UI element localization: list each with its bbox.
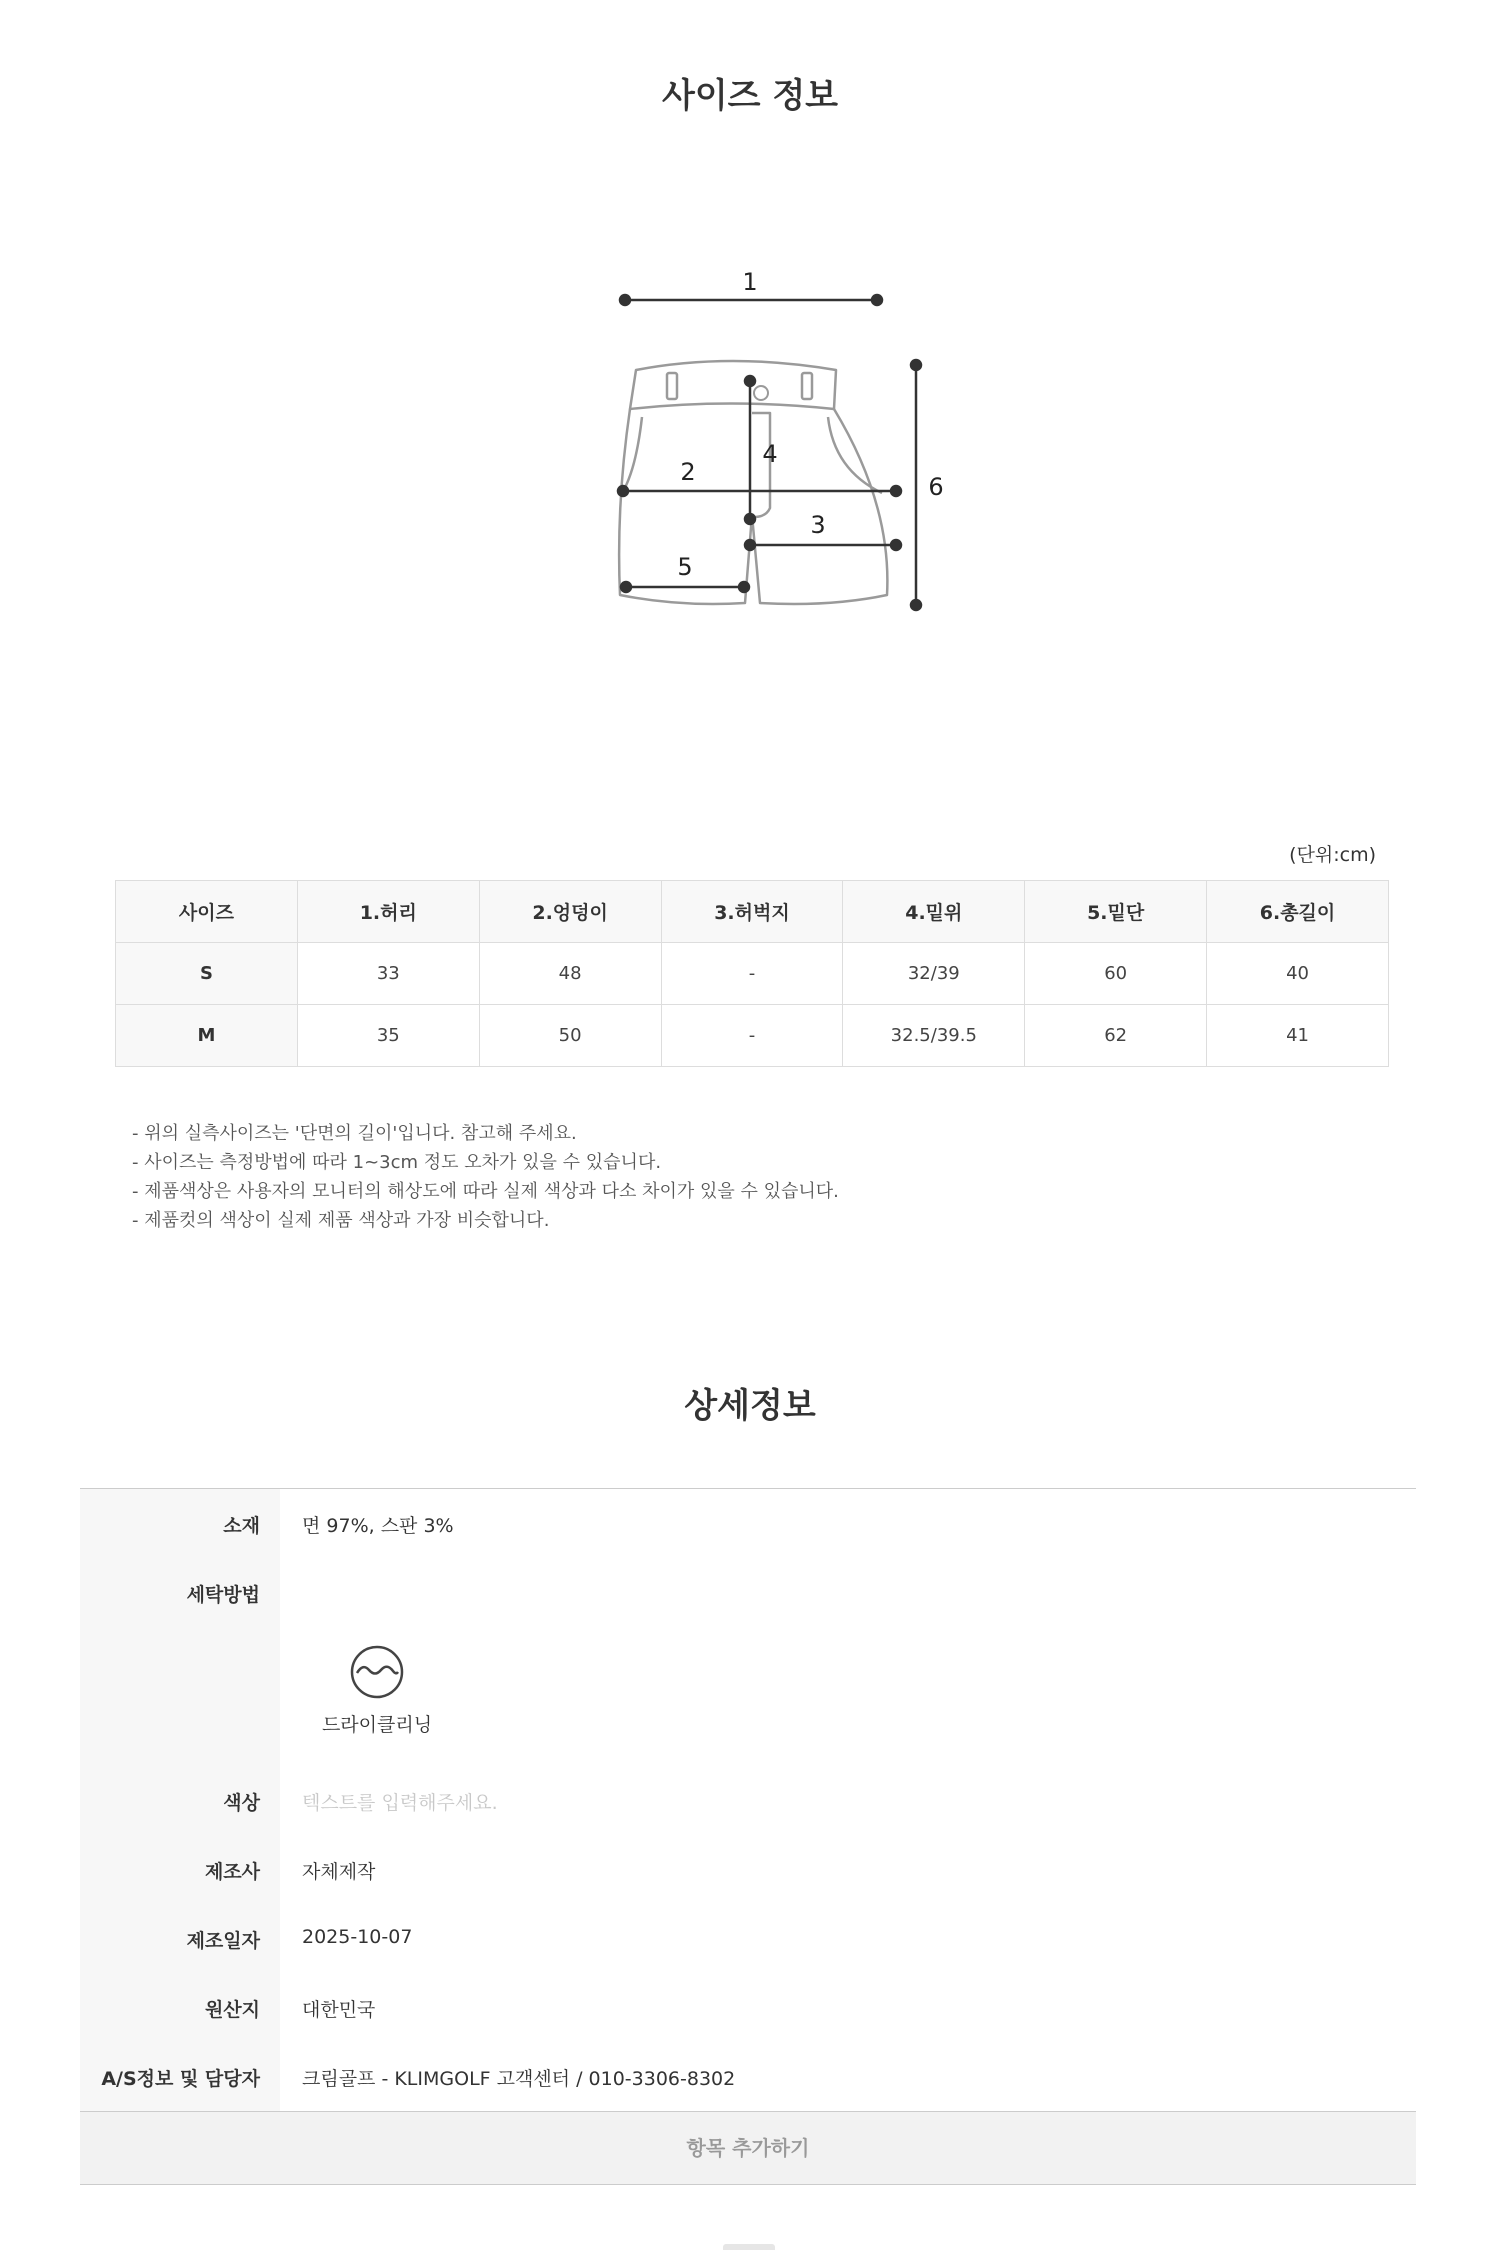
table-row (116, 1005, 1389, 1067)
table-header: 2.엉덩이 (479, 881, 661, 943)
detail-row-as (80, 2042, 1416, 2111)
table-cell: 60 (1025, 943, 1207, 1005)
detail-row-date (80, 1904, 1416, 1973)
detail-value: 2025-10-07 (302, 1926, 413, 1948)
table-cell: 33 (297, 943, 479, 1005)
washing-method-label: 드라이클리닝 (321, 1714, 433, 1736)
table-cell: 35 (297, 1005, 479, 1067)
diagram-label-rise: 4 (762, 440, 778, 468)
detail-label: 세탁방법 (80, 1558, 280, 1766)
unit-label: (단위:cm) (1289, 844, 1376, 866)
note-item: - 위의 실측사이즈는 '단면의 길이'입니다. 참고해 주세요. (132, 1123, 577, 1144)
table-header: 6.총길이 (1207, 881, 1389, 943)
detail-value: 크림골프 - KLIMGOLF 고객센터 / 010-3306-8302 (302, 2068, 736, 2090)
diagram-label-hip: 2 (680, 458, 696, 486)
size-notes (132, 1119, 839, 1235)
table-cell: 40 (1207, 943, 1389, 1005)
table-header: 4.밑위 (843, 881, 1025, 943)
color-input-placeholder[interactable]: 텍스트를 입력해주세요. (302, 1792, 498, 1814)
table-row (116, 943, 1389, 1005)
bottom-tab (723, 2244, 775, 2250)
washing-method-item (312, 1644, 442, 1737)
dry-cleaning-icon (349, 1644, 405, 1700)
detail-label: 색상 (80, 1766, 280, 1835)
size-info-title: 사이즈 정보 (661, 76, 839, 116)
note-item: - 제품색상은 사용자의 모니터의 해상도에 따라 실제 색상과 다소 차이가 있을 수 있습니다. (132, 1181, 839, 1202)
table-header-row (116, 881, 1389, 943)
diagram-label-length: 6 (928, 473, 944, 501)
shorts-measurement-diagram (580, 255, 960, 635)
detail-row-color (80, 1766, 1416, 1835)
diagram-label-hem: 5 (677, 553, 693, 581)
table-header: 사이즈 (116, 881, 298, 943)
diagram-label-thigh: 3 (810, 511, 826, 539)
table-cell: 62 (1025, 1005, 1207, 1067)
table-header: 5.밑단 (1025, 881, 1207, 943)
detail-value-washing (280, 1558, 1416, 1766)
detail-label: 제조일자 (80, 1904, 280, 1973)
table-cell: - (661, 943, 843, 1005)
table-cell: M (116, 1005, 298, 1067)
detail-label: 소재 (80, 1489, 280, 1558)
detail-label: 원산지 (80, 1973, 280, 2042)
detail-row-material (80, 1489, 1416, 1558)
detail-row-origin (80, 1973, 1416, 2042)
table-cell: 32/39 (843, 943, 1025, 1005)
table-cell: 32.5/39.5 (843, 1005, 1025, 1067)
table-header: 1.허리 (297, 881, 479, 943)
size-table (115, 880, 1389, 1067)
table-cell: 48 (479, 943, 661, 1005)
detail-row-manufacturer (80, 1835, 1416, 1904)
note-item: - 제품컷의 색상이 실제 제품 색상과 가장 비슷합니다. (132, 1210, 550, 1231)
table-cell: 41 (1207, 1005, 1389, 1067)
diagram-label-waist: 1 (742, 268, 758, 296)
detail-value: 면 97%, 스판 3% (302, 1515, 454, 1537)
add-item-button[interactable]: 항목 추가하기 (80, 2111, 1416, 2185)
table-cell: S (116, 943, 298, 1005)
table-header: 3.허벅지 (661, 881, 843, 943)
detail-info-list (80, 1488, 1416, 2185)
table-cell: - (661, 1005, 843, 1067)
detail-value: 대한민국 (302, 1999, 376, 2021)
detail-label: 제조사 (80, 1835, 280, 1904)
note-item: - 사이즈는 측정방법에 따라 1~3cm 정도 오차가 있을 수 있습니다. (132, 1152, 662, 1173)
table-cell: 50 (479, 1005, 661, 1067)
detail-value: 자체제작 (302, 1861, 376, 1883)
detail-row-washing (80, 1558, 1416, 1766)
detail-info-title: 상세정보 (684, 1386, 816, 1426)
detail-label: A/S정보 및 담당자 (80, 2042, 280, 2111)
